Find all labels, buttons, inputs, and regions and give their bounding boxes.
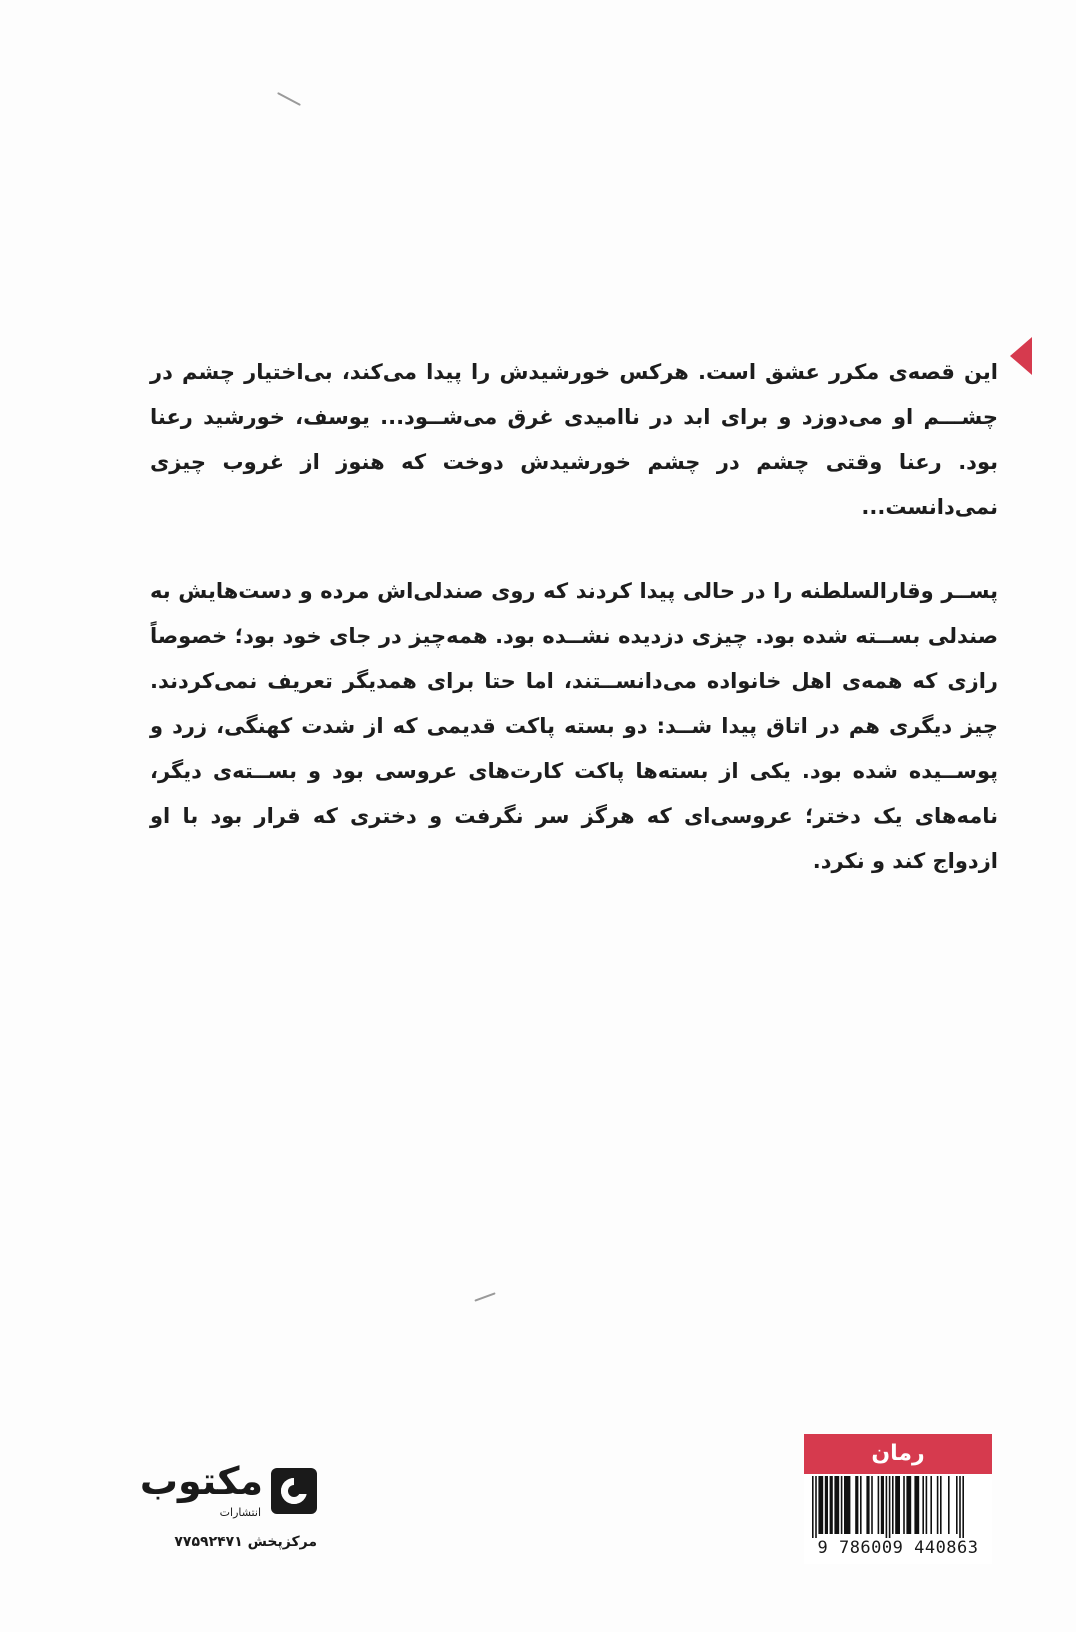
barcode-bar bbox=[940, 1476, 942, 1534]
publisher-subtitle: انتشارات bbox=[219, 1506, 261, 1519]
barcode-bar bbox=[871, 1476, 873, 1534]
genre-label: رمان bbox=[804, 1434, 992, 1474]
publisher-logo-icon bbox=[271, 1468, 317, 1514]
barcode-bar bbox=[834, 1476, 839, 1534]
blurb-paragraph: این قصه‌ی مکرر عشق است. هرکس خورشیدش را پیدا می‌کند، بی‌اختیار چشم در چشـــم او می‌دوزد و برای ابد در ناامیدی غرق می‌شــود... یوسف، خورشید رعنا بود. رعنا وقتی چشم در چشم خورشیدش دوخت که هنوز از غروب چیزی نمی‌دانست... bbox=[150, 360, 998, 519]
barcode-bar bbox=[937, 1476, 939, 1534]
barcode-bar bbox=[930, 1476, 932, 1534]
publisher-logo bbox=[139, 1459, 317, 1524]
barcode-bar bbox=[956, 1476, 958, 1534]
barcode-bar bbox=[815, 1476, 817, 1538]
synopsis-paragraph: پســر وقارالسلطنه را در حالی پیدا کردند که روی صندلی‌اش مرده و دست‌هایش به صندلی بســته شده بود. چیزی دزدیده نشــده بود. همه‌چیز در جای خود بود؛ خصوصاً رازی که همه‌ی اهل خانواده می‌دانســتند، اما حتا برای همدیگر تعریف نمی‌کردند. چیز دیگری هم در اتاق پیدا شــد: دو بسته پاکت قدیمی که از شدت کهنگی، زرد و پوســیده شده بود. یکی از بسته‌ها پاکت کارت‌های عروسی بود و بســته‌ی دیگر، نامه‌های یک دختر؛ عروسی‌ای که هرگز سر نگرفت و دختری که قرار بود با او ازدواج کند و نکرد. bbox=[150, 579, 998, 873]
barcode-bar bbox=[830, 1476, 833, 1534]
barcode-bar bbox=[906, 1476, 911, 1534]
barcode-bar bbox=[881, 1476, 884, 1534]
barcode-bar bbox=[892, 1476, 894, 1534]
barcode-bar bbox=[948, 1476, 950, 1534]
barcode-bar bbox=[914, 1476, 919, 1534]
barcode-bar bbox=[959, 1476, 961, 1538]
barcode-bar bbox=[825, 1476, 828, 1534]
barcode-bar bbox=[860, 1476, 862, 1534]
barcode-bar bbox=[886, 1476, 888, 1538]
barcode-bars bbox=[804, 1474, 992, 1538]
triangle-marker-icon bbox=[1010, 337, 1032, 375]
barcode-bar bbox=[962, 1476, 964, 1538]
barcode-bar bbox=[818, 1476, 823, 1534]
barcode-bar bbox=[844, 1476, 850, 1534]
paper-speck bbox=[474, 1292, 495, 1301]
barcode-digits: 9 786009 440863 bbox=[817, 1538, 979, 1558]
barcode-bar bbox=[889, 1476, 891, 1538]
isbn-barcode bbox=[804, 1474, 992, 1564]
barcode-bar bbox=[903, 1476, 905, 1534]
barcode-bar bbox=[878, 1476, 880, 1534]
barcode-bar bbox=[866, 1476, 869, 1534]
paper-speck bbox=[277, 92, 301, 106]
barcode-bar bbox=[926, 1476, 928, 1534]
publisher-name: مکتوب bbox=[139, 1459, 263, 1503]
barcode-bar bbox=[812, 1476, 814, 1538]
barcode-bar bbox=[895, 1476, 900, 1534]
barcode-bar bbox=[922, 1476, 924, 1534]
distribution-center-phone: مرکزپخش ۷۷۵۹۲۴۷۱ bbox=[174, 1534, 317, 1550]
barcode-bar bbox=[855, 1476, 858, 1534]
barcode-bar bbox=[841, 1476, 843, 1534]
